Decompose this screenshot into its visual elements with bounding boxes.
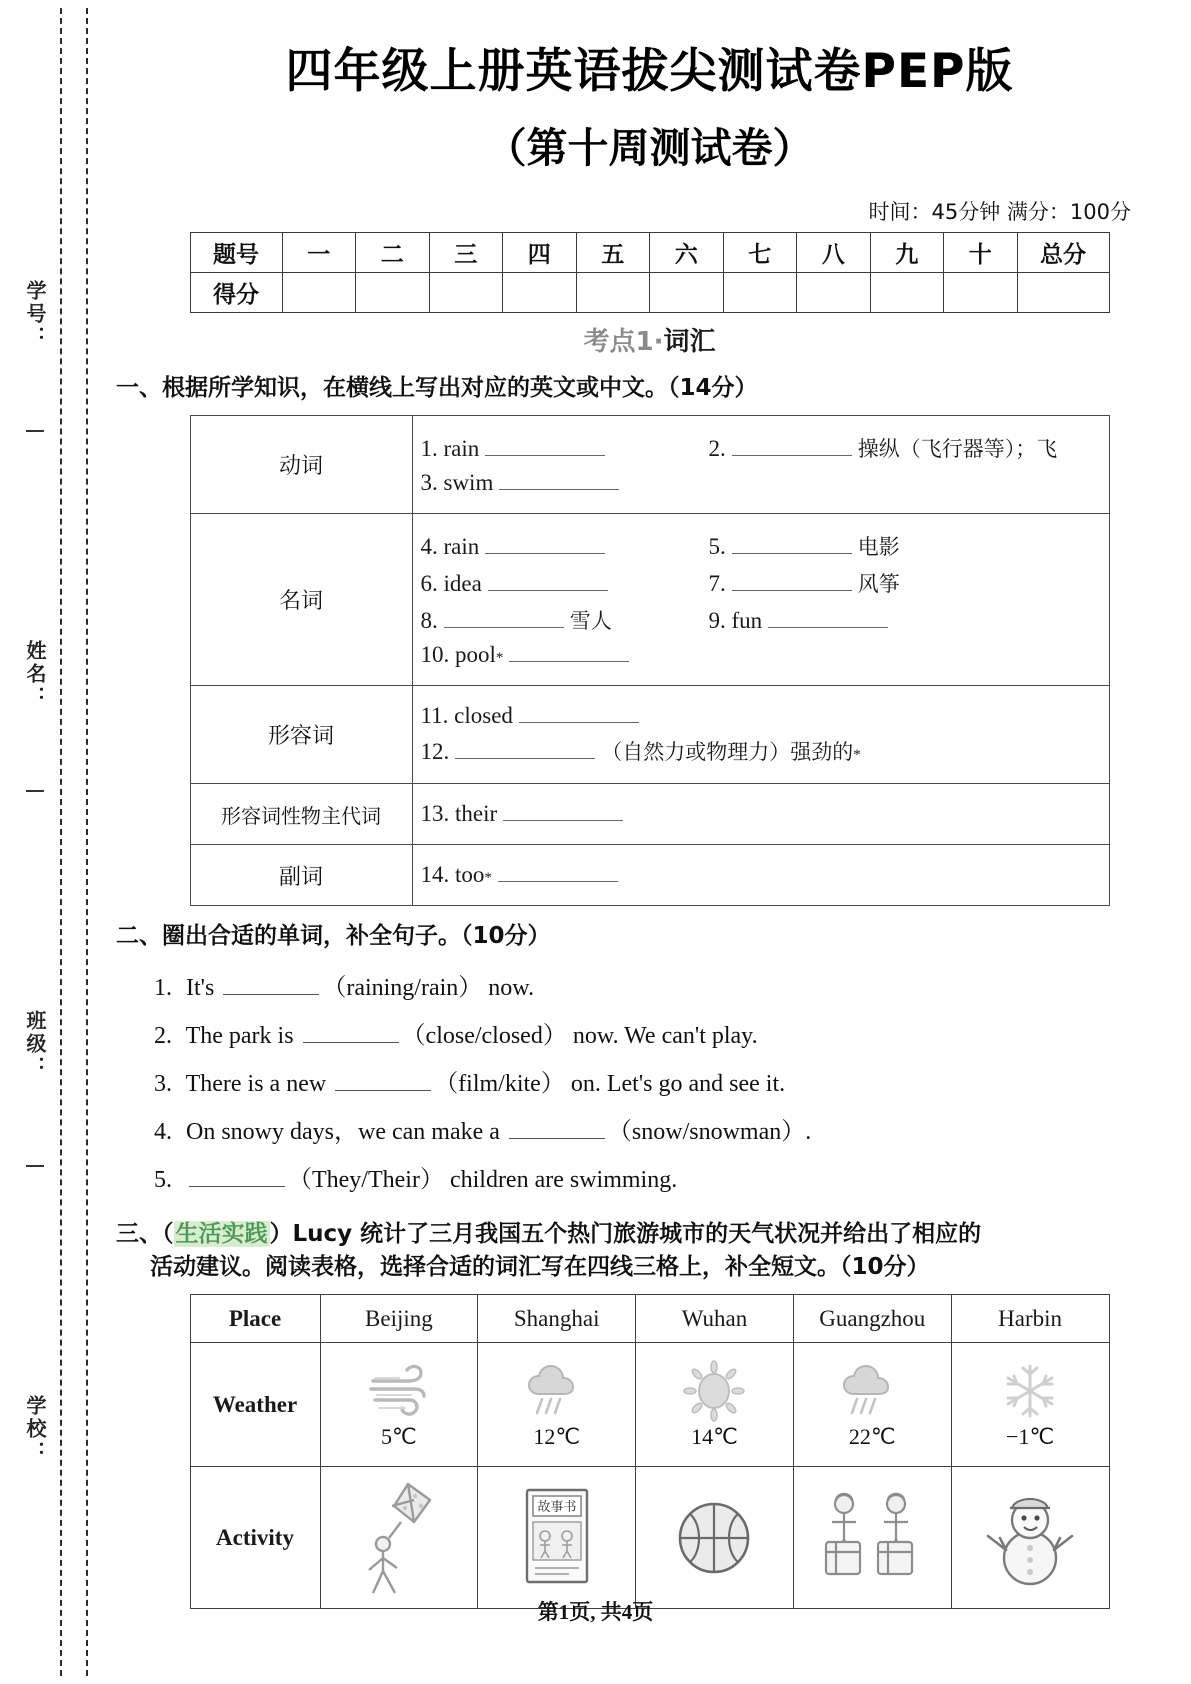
vocab-item-8-blank[interactable] bbox=[444, 608, 564, 628]
weather-temp-guangzhou: 22℃ bbox=[848, 1423, 896, 1449]
vocab-item-10-no: 10. bbox=[420, 642, 450, 668]
section3-line2: 活动建议。阅读表格，选择合适的词汇写在四线三格上，补全短文。（10分） bbox=[150, 1254, 930, 1281]
vocab-item-6-blank[interactable] bbox=[488, 571, 608, 591]
vocab-item-2-no: 2. bbox=[708, 436, 726, 462]
table-row bbox=[190, 1295, 1109, 1343]
table-row bbox=[190, 784, 1109, 845]
vocab-item-13-word: their bbox=[455, 801, 498, 827]
section3-instruction bbox=[116, 1218, 1165, 1285]
vocab-item-4-no: 4. bbox=[420, 534, 438, 560]
vocab-item-8[interactable] bbox=[421, 605, 709, 635]
score-col-3: 三 bbox=[429, 233, 503, 273]
weather-temp-wuhan: 14℃ bbox=[691, 1423, 738, 1449]
sentence-5-no: 5. bbox=[154, 1166, 172, 1193]
sentence-3-no: 3. bbox=[154, 1070, 172, 1097]
list-item bbox=[154, 1012, 1191, 1060]
footnote-star: * bbox=[853, 747, 861, 764]
weather-temp-beijing: 5℃ bbox=[381, 1423, 417, 1449]
binding-margin bbox=[0, 0, 108, 1684]
dashed-line-inner bbox=[86, 8, 88, 1676]
vocab-line bbox=[421, 703, 1101, 729]
vocab-item-11-no: 11. bbox=[420, 703, 449, 729]
vocab-item-13-no: 13. bbox=[420, 801, 450, 827]
table-row bbox=[190, 273, 1109, 313]
sentence-4-no: 4. bbox=[154, 1118, 172, 1145]
score-col-9: 九 bbox=[870, 233, 944, 273]
vocab-item-13-blank[interactable] bbox=[503, 801, 623, 821]
vocab-item-13[interactable] bbox=[421, 801, 709, 827]
vocab-item-12[interactable] bbox=[421, 736, 861, 766]
vocab-item-14-word: too bbox=[455, 862, 485, 888]
rain-cloud-icon bbox=[834, 1360, 910, 1422]
weather-city-beijing: Beijing bbox=[320, 1295, 478, 1343]
weather-row-label-weather: Weather bbox=[190, 1343, 320, 1467]
vocab-item-7[interactable] bbox=[709, 568, 900, 598]
snowman-icon bbox=[982, 1482, 1078, 1594]
score-row-label-points: 得分 bbox=[190, 273, 282, 313]
vocab-item-5-no: 5. bbox=[708, 534, 726, 560]
margin-rule-3 bbox=[26, 1165, 44, 1167]
score-col-7: 七 bbox=[723, 233, 797, 273]
vocab-cell-adjective bbox=[412, 686, 1109, 784]
sentence-2-no: 2. bbox=[154, 1022, 172, 1049]
vocab-item-5-blank[interactable] bbox=[732, 534, 852, 554]
vocab-line bbox=[421, 470, 1101, 496]
weather-cell-guangzhou bbox=[793, 1343, 951, 1467]
activity-cell-guangzhou bbox=[793, 1467, 951, 1609]
vocab-item-6-word: idea bbox=[443, 571, 482, 597]
list-item bbox=[154, 1108, 1191, 1156]
weather-city-wuhan: Wuhan bbox=[636, 1295, 794, 1343]
page-footer: 第1页, 共4页 bbox=[537, 1600, 654, 1624]
sentence-2-options[interactable]: （close/closed） bbox=[401, 1022, 567, 1049]
margin-rule-1 bbox=[26, 430, 44, 432]
section3-prefix: 三、（ bbox=[116, 1220, 174, 1247]
banner-prefix: 考点1· bbox=[583, 327, 664, 357]
score-input-4[interactable] bbox=[503, 273, 577, 313]
score-input-2[interactable] bbox=[356, 273, 430, 313]
weather-row-label-place: Place bbox=[190, 1295, 320, 1343]
kite-flying-icon bbox=[353, 1478, 445, 1598]
score-col-1: 一 bbox=[282, 233, 356, 273]
vocab-item-3-no: 3. bbox=[420, 470, 438, 496]
section2-instruction: 二、圈出合适的单词，补全句子。（10分） bbox=[116, 923, 551, 950]
sentence-4-blank[interactable] bbox=[509, 1119, 605, 1139]
wind-icon bbox=[361, 1360, 437, 1422]
vocab-item-4[interactable] bbox=[421, 534, 709, 560]
vocab-item-2-cn: 操纵（飞行器等）；飞 bbox=[857, 437, 1058, 462]
vocab-item-4-blank[interactable] bbox=[485, 534, 605, 554]
sentence-4-before: On snowy days，we can make a bbox=[186, 1118, 500, 1145]
vocab-cell-adverb bbox=[412, 845, 1109, 906]
snowflake-icon bbox=[995, 1360, 1065, 1422]
sentence-1-before: It's bbox=[186, 974, 215, 1001]
section2-sentences bbox=[154, 964, 1191, 1204]
margin-rule-2 bbox=[26, 790, 44, 792]
weather-cell-beijing bbox=[320, 1343, 478, 1467]
vocab-item-3[interactable] bbox=[421, 470, 709, 496]
score-input-3[interactable] bbox=[429, 273, 503, 313]
list-item bbox=[154, 964, 1191, 1012]
vocab-item-10[interactable] bbox=[421, 642, 709, 668]
score-col-6: 六 bbox=[650, 233, 724, 273]
activity-cell-beijing bbox=[320, 1467, 478, 1609]
weather-temp-shanghai: 12℃ bbox=[533, 1423, 581, 1449]
vocab-item-6[interactable] bbox=[421, 571, 709, 597]
vocab-item-9[interactable] bbox=[709, 608, 895, 634]
margin-label-student-id: 学号： bbox=[23, 280, 47, 349]
vocab-item-1-word: rain bbox=[443, 436, 480, 462]
vocab-item-12-blank[interactable] bbox=[455, 739, 595, 759]
vocab-item-9-word: fun bbox=[731, 608, 763, 634]
vocab-item-1-no: 1. bbox=[420, 436, 438, 462]
sentence-5-options[interactable]: （They/Their） bbox=[288, 1166, 444, 1193]
vocab-item-14[interactable] bbox=[421, 862, 709, 888]
vocab-category-noun: 名词 bbox=[190, 514, 412, 686]
score-table bbox=[190, 232, 1110, 313]
vocab-item-8-cn: 雪人 bbox=[569, 609, 612, 634]
table-row bbox=[190, 1467, 1109, 1609]
section1-instruction: 一、根据所学知识，在横线上写出对应的英文或中文。（14分） bbox=[116, 375, 758, 401]
vocab-item-10-word: pool bbox=[455, 642, 496, 668]
table-row bbox=[190, 514, 1109, 686]
footnote-star: * bbox=[484, 870, 492, 887]
sentence-2-after: now. We can't play. bbox=[572, 1022, 758, 1049]
score-col-10: 十 bbox=[944, 233, 1018, 273]
vocab-category-adverb: 副词 bbox=[190, 845, 412, 906]
vocab-item-12-no: 12. bbox=[420, 739, 450, 765]
section-banner bbox=[108, 321, 1191, 358]
weather-cell-wuhan bbox=[636, 1343, 794, 1467]
weather-city-harbin: Harbin bbox=[951, 1295, 1109, 1343]
vocab-item-4-word: rain bbox=[443, 534, 480, 560]
activity-cell-shanghai bbox=[478, 1467, 636, 1609]
table-row bbox=[190, 416, 1109, 514]
margin-label-class: 班级： bbox=[23, 1010, 47, 1079]
vocab-item-7-cn: 风筝 bbox=[857, 572, 900, 597]
vocab-line bbox=[421, 531, 1101, 561]
vocabulary-table bbox=[190, 415, 1110, 906]
sentence-3-after: on. Let's go and see it. bbox=[570, 1070, 786, 1097]
sentence-2-before: The park is bbox=[185, 1022, 294, 1049]
score-input-6[interactable] bbox=[650, 273, 724, 313]
score-input-9[interactable] bbox=[870, 273, 944, 313]
vocab-category-adjective: 形容词 bbox=[190, 686, 412, 784]
score-col-2: 二 bbox=[356, 233, 430, 273]
vocab-line bbox=[421, 605, 1101, 635]
page-subtitle: （第十周测试卷） bbox=[485, 124, 814, 172]
vocab-item-14-blank[interactable] bbox=[498, 862, 618, 882]
svg-text:故事书: 故事书 bbox=[537, 1499, 577, 1515]
score-col-5: 五 bbox=[576, 233, 650, 273]
score-input-1[interactable] bbox=[282, 273, 356, 313]
score-col-total: 总分 bbox=[1017, 233, 1109, 273]
sentence-1-options[interactable]: （raining/rain） bbox=[322, 974, 483, 1001]
activity-cell-harbin bbox=[951, 1467, 1109, 1609]
table-row bbox=[190, 845, 1109, 906]
sentence-5-blank[interactable] bbox=[189, 1167, 285, 1187]
section3-suffix: ）Lucy 统计了三月我国五个热门旅游城市的天气状况并给出了相应的 bbox=[269, 1220, 982, 1247]
weather-temp-harbin: −1℃ bbox=[1006, 1423, 1055, 1449]
story-book-icon bbox=[511, 1482, 603, 1594]
vocab-line bbox=[421, 433, 1101, 463]
score-input-7[interactable] bbox=[723, 273, 797, 313]
vocab-line bbox=[421, 736, 1101, 766]
sentence-5-after: children are swimming. bbox=[449, 1166, 678, 1193]
vocab-line bbox=[421, 568, 1101, 598]
weather-city-shanghai: Shanghai bbox=[478, 1295, 636, 1343]
sentence-1-no: 1. bbox=[154, 974, 172, 1001]
sentence-2-blank[interactable] bbox=[303, 1023, 399, 1043]
weather-table bbox=[190, 1294, 1110, 1609]
vocab-item-6-no: 6. bbox=[420, 571, 438, 597]
sentence-1-after: now. bbox=[488, 974, 535, 1001]
weather-cell-harbin bbox=[951, 1343, 1109, 1467]
vocab-item-1[interactable] bbox=[421, 436, 709, 462]
score-row-label-question: 题号 bbox=[190, 233, 282, 273]
vocab-item-2[interactable] bbox=[709, 433, 1058, 463]
vocab-item-12-cn: （自然力或物理力）强劲的 bbox=[601, 740, 854, 765]
rain-cloud-icon bbox=[519, 1360, 595, 1422]
vocab-line bbox=[421, 862, 1101, 888]
dashed-line-outer bbox=[60, 8, 62, 1676]
vocab-item-3-blank[interactable] bbox=[499, 470, 619, 490]
vocab-item-3-word: swim bbox=[443, 470, 494, 496]
page-title: 四年级上册英语拔尖测试卷PEP版 bbox=[285, 44, 1014, 99]
activity-cell-wuhan bbox=[636, 1467, 794, 1609]
life-practice-tag: 生活实践 bbox=[175, 1220, 268, 1247]
vocab-item-8-no: 8. bbox=[420, 608, 438, 634]
sentence-3-options[interactable]: （film/kite） bbox=[434, 1070, 565, 1097]
sentence-3-before: There is a new bbox=[185, 1070, 327, 1097]
score-input-10[interactable] bbox=[944, 273, 1018, 313]
vocab-item-7-blank[interactable] bbox=[732, 571, 852, 591]
vocab-item-14-no: 14. bbox=[420, 862, 450, 888]
margin-label-school: 学校： bbox=[23, 1395, 47, 1464]
weather-city-guangzhou: Guangzhou bbox=[793, 1295, 951, 1343]
vocab-line bbox=[421, 642, 1101, 668]
vocab-item-2-blank[interactable] bbox=[732, 436, 852, 456]
vocab-cell-verb bbox=[412, 416, 1109, 514]
page-content bbox=[108, 0, 1191, 1684]
sun-icon bbox=[676, 1360, 752, 1422]
vocab-line bbox=[421, 801, 1101, 827]
list-item bbox=[154, 1156, 1191, 1204]
table-row bbox=[190, 1343, 1109, 1467]
footnote-star: * bbox=[495, 650, 504, 667]
vocab-item-5[interactable] bbox=[709, 531, 900, 561]
weather-cell-shanghai bbox=[478, 1343, 636, 1467]
vocab-item-11[interactable] bbox=[421, 703, 709, 729]
vocab-item-9-no: 9. bbox=[708, 608, 726, 634]
vocab-category-verb: 动词 bbox=[190, 416, 412, 514]
vocab-cell-possessive bbox=[412, 784, 1109, 845]
sentence-1-blank[interactable] bbox=[223, 975, 319, 995]
exam-meta: 时间：45分钟 满分：100分 bbox=[868, 200, 1131, 224]
list-item bbox=[154, 1060, 1191, 1108]
sentence-4-options[interactable]: （snow/snowman） bbox=[607, 1118, 806, 1145]
basketball-icon bbox=[666, 1490, 762, 1586]
vocab-category-possessive: 形容词性物主代词 bbox=[190, 784, 412, 845]
vocab-item-5-cn: 电影 bbox=[857, 535, 900, 560]
vocab-item-7-no: 7. bbox=[708, 571, 726, 597]
banner-name: 词汇 bbox=[663, 327, 716, 357]
children-playing-icon bbox=[812, 1486, 932, 1590]
vocab-item-11-blank[interactable] bbox=[519, 703, 639, 723]
score-col-8: 八 bbox=[797, 233, 871, 273]
vocab-item-11-word: closed bbox=[454, 703, 513, 729]
weather-row-label-activity: Activity bbox=[190, 1467, 320, 1609]
score-input-5[interactable] bbox=[576, 273, 650, 313]
sentence-4-after: . bbox=[805, 1118, 812, 1145]
score-input-8[interactable] bbox=[797, 273, 871, 313]
score-col-4: 四 bbox=[503, 233, 577, 273]
table-row bbox=[190, 686, 1109, 784]
vocab-item-10-blank[interactable] bbox=[509, 642, 629, 662]
vocab-item-1-blank[interactable] bbox=[485, 436, 605, 456]
score-input-total[interactable] bbox=[1017, 273, 1109, 313]
vocab-item-9-blank[interactable] bbox=[768, 608, 888, 628]
vocab-cell-noun bbox=[412, 514, 1109, 686]
table-row bbox=[190, 233, 1109, 273]
margin-label-name: 姓名： bbox=[23, 640, 47, 709]
sentence-3-blank[interactable] bbox=[335, 1071, 431, 1091]
